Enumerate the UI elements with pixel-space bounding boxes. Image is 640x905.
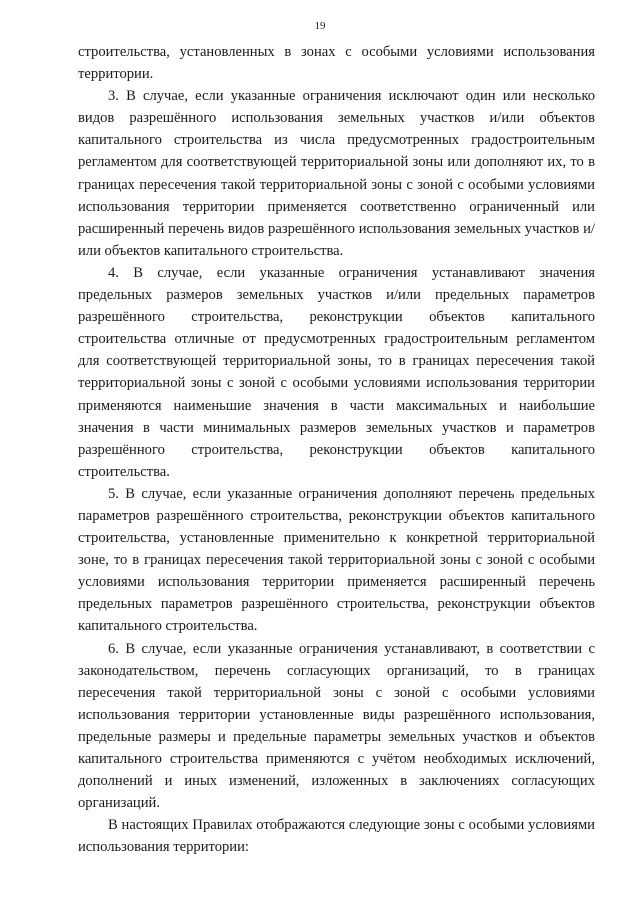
paragraph-zones-intro: В настоящих Правилах отображаются следующие зоны с особыми условиями использования территории: xyxy=(78,817,595,856)
page-number: 19 xyxy=(314,20,326,32)
paragraph-item-4: 4. В случае, если указанные ограничения устанавливают значения предельных размеров земельных участков и/или предельных параметров разрешённого строительства, реконструкции объектов капитального строительства отличные от предусмотренных градостроительным регламентом для соответствующей территориальной зоны, то в границах пересечения такой территориальной зоны с зоной с особыми условиями использования территории применяются наименьшие значения в части максимальных и наибольшие значения в части минимальных размеров земельных участков и параметров разрешённого строительства, реконструкции объектов капитального строительства. xyxy=(78,264,595,480)
paragraph-continuation: строительства, установленных в зонах с особыми условиями использования территории. xyxy=(78,44,595,83)
document-body xyxy=(78,41,595,858)
paragraph-item-6: 6. В случае, если указанные ограничения устанавливают, в соответствии с законодательством, перечень согласующих организаций, то в границах пересечения такой территориальной зоны с зоной с особыми условиями использования территории установленные виды разрешённого использования, предельные размеры и предельные параметры земельных участков и объектов капитального строительства применяются с учётом необходимых исключений, дополнений и иных изменений, изложенных в заключениях согласующих организаций. xyxy=(78,640,595,812)
paragraph-item-5: 5. В случае, если указанные ограничения дополняют перечень предельных параметров разрешённого строительства, реконструкции объектов капитального строительства, установленные применительно к конкретной территориальной зоне, то в границах пересечения такой территориальной зоны с зоной с особыми условиями использования территории применяется расширенный перечень предельных параметров разрешённого строительства, реконструкции объектов капитального строительства. xyxy=(78,485,595,635)
paragraph-item-3: 3. В случае, если указанные ограничения исключают один или несколько видов разрешённого использования земельных участков и/или объектов капитального строительства из числа предусмотренных градостроительным регламентом для соответствующей территориальной зоны или дополняют их, то в границах пересечения такой территориальной зоны с зоной с особыми условиями использования территории применяется соответственно ограниченный или расширенный перечень видов разрешённого использования земельных участков и/или объектов капитального строительства. xyxy=(78,88,595,259)
